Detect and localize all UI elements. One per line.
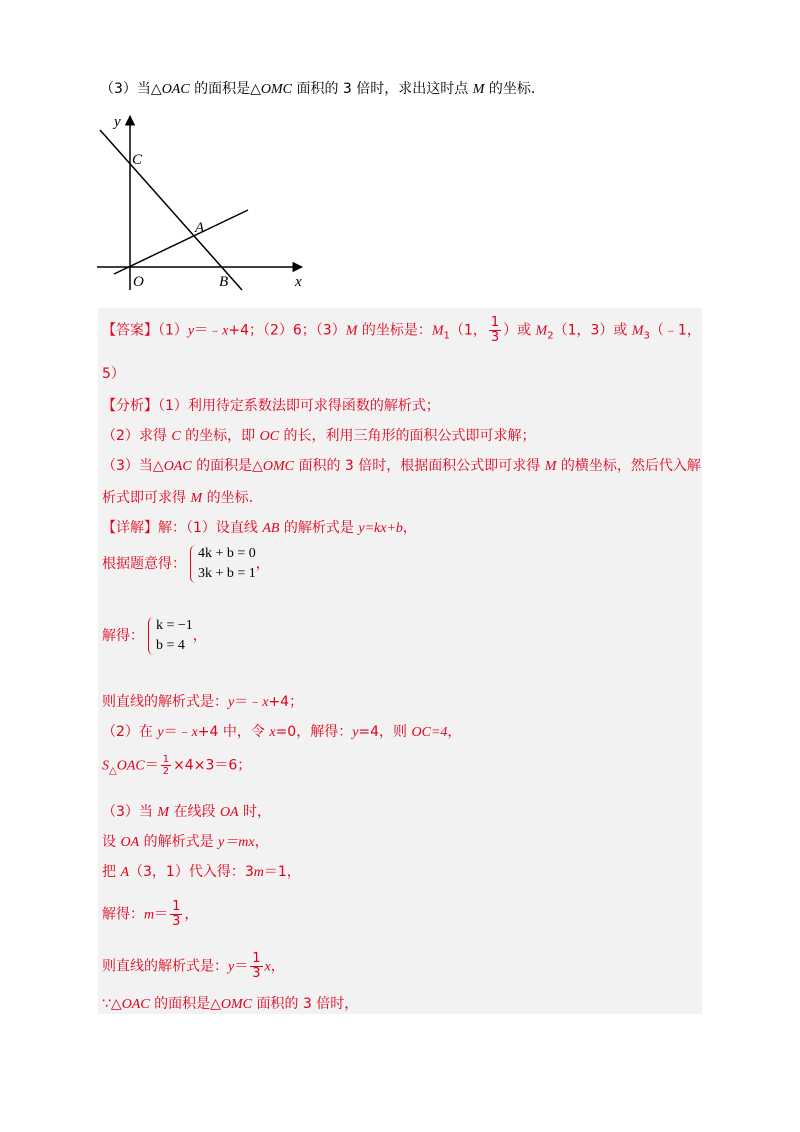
detail-line-11: 则直线的解析式是：y＝ $\frac{1}{3}$ x，: [102, 951, 285, 981]
analysis-line-4: 析式即可求得 M 的坐标.: [102, 490, 254, 506]
detail-line-5: （2）在 y＝﹣x+4 中，令 x=0，解得：y=4，则 OC=4，: [102, 724, 462, 740]
fraction-one-third-2: $\frac{1}{3}$: [172, 899, 181, 929]
detail-line-4: 则直线的解析式是：y＝﹣x+4；: [102, 694, 304, 710]
coordinate-figure: [92, 110, 322, 300]
detail-line-10: 解得：m＝ $\frac{1}{3}$ ，: [102, 899, 199, 929]
label-b: B: [219, 274, 229, 290]
solution-panel: [98, 308, 702, 1014]
label-y: y: [114, 114, 121, 130]
line-cb: [100, 130, 242, 290]
fraction-one-third-3: $\frac{1}{3}$: [252, 951, 261, 981]
line-oa: [114, 210, 248, 274]
detail-line-7: （3）当 M 在线段 OA 时，: [102, 804, 272, 820]
fraction-one-half: $\frac{1}{2}$: [162, 754, 170, 777]
equation-system-2: k = −1 b = 4: [146, 616, 193, 656]
label-o: O: [133, 274, 144, 290]
label-a: A: [195, 220, 205, 236]
label-x: x: [295, 274, 302, 290]
detail-line-8: 设 OA 的解析式是 y＝mx，: [102, 834, 269, 850]
question-text: （3）当△OAC 的面积是△OMC 面积的 3 倍时，求出这时点 M 的坐标．: [100, 81, 545, 97]
detail-line-3: 解得： k = −1 b = 4 ，: [102, 616, 207, 656]
detail-line-12: ∵△OAC 的面积是△OMC 面积的 3 倍时，: [102, 996, 359, 1012]
detail-line-1: 【详解】解：（1）设直线 AB 的解析式是 y=kx+b，: [102, 520, 417, 536]
detail-line-9: 把 A（3，1）代入得：3m＝1，: [102, 864, 301, 880]
analysis-line-2: （2）求得 C 的坐标，即 OC 的长，利用三角形的面积公式即可求解；: [102, 428, 536, 444]
answer-line-2: 5）: [102, 366, 125, 382]
fraction-one-third: $\frac{1}{3}$: [490, 315, 500, 345]
analysis-line-3: （3）当△OAC 的面积是△OMC 面积的 3 倍时，根据面积公式即可求得 M 的横坐标，然后代入解: [102, 458, 701, 474]
label-c: C: [132, 152, 143, 168]
detail-line-2: 根据题意得： 4k + b = 0 3k + b = 1 ，: [102, 544, 270, 584]
analysis-line-1: 【分析】（1）利用待定系数法即可求得函数的解析式；: [102, 398, 440, 414]
answer-line: 【答案】（1）y＝﹣x+4；（2）6；（3）M 的坐标是：$M_1(1$， $\frac{1}{3}$ ）或 $M_2(1$，3）或 $M_3(﹣1$，: [102, 315, 701, 345]
equation-system-1: 4k + b = 0 3k + b = 1: [188, 544, 256, 584]
detail-line-6: $S_\triangle OAC=$ $\frac{1}{2}$ ×4×3＝6；: [102, 754, 252, 777]
